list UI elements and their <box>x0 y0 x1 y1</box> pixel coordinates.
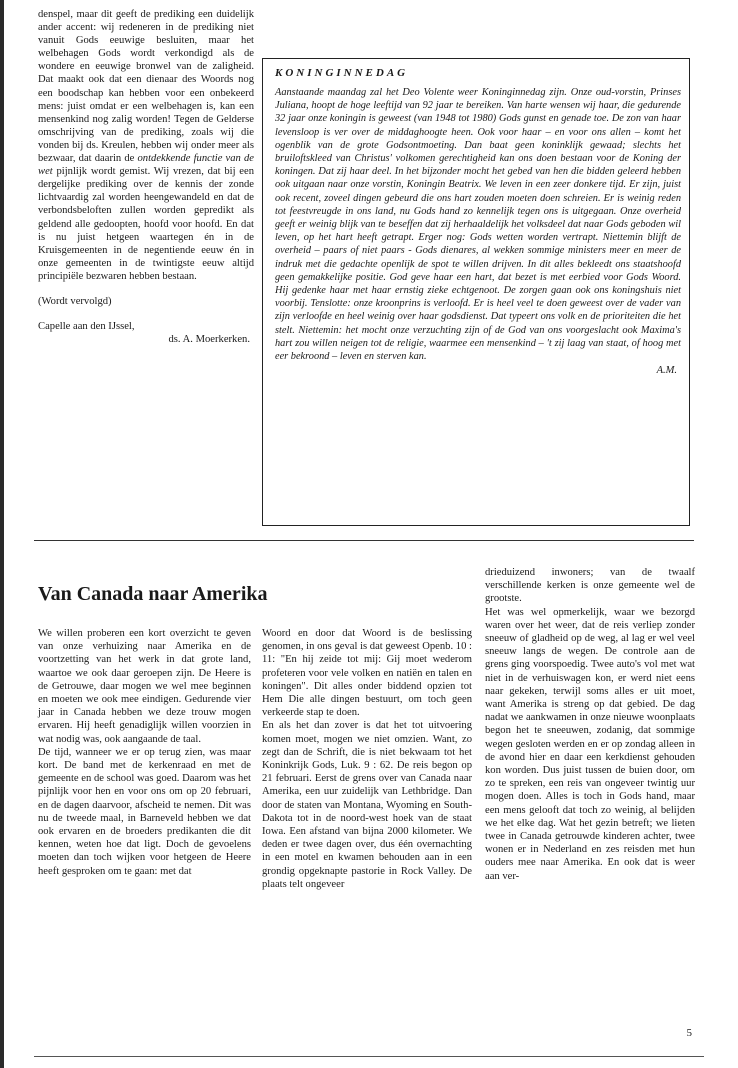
page-edge <box>0 0 4 1068</box>
article-column-2: Woord en door dat Woord is de beslissing genomen, in ons geval is dat geweest Openb. 10 : 11: "En hij zeide tot mij: Gij moet wederom profeteren voor vele volken en natiën en talen en koningen". Dit alles onder biddend opzien tot Hem Die alle dingen bestuurt, om toch geen verkeerde stap te doen. En als het dan zover is dat het tot uitvoering komen moet, mogen we niet omzien. Want, zo zegt dan de Schrift, die is niet bekwaam tot het Koninkrijk Gods, Luk. 9 : 62. De reis begon op 21 februari. Eerst de grens over van Canada naar Amerika, een uur zuidelijk van Lethbridge. Dan door de staten van Montana, Wyoming en South-Dakota tot in de noord-west hoek van de staat Iowa. Een afstand van bijna 2000 kilometer. We deden er twee dagen over, dus één overnachting in een motel en kwamen behouden aan in een grondig opgeknapte pastorie in Rock Valley. De plaats telt ongeveer <box>262 628 472 890</box>
article-column-3: drieduizend inwoners; van de twaalf verschillende kerken is onze gemeente wel de grootste. Het was wel opmerkelijk, waar we bezorgd waren over het weer, dat de reis verliep zonder sneeuw of gladheid op de weg, al lag er wel veel sneeuw langs de wegen. De controle aan de grens ging voorspoedig. Twee auto's vol met wat niet in de verhuiswagen kon, er werd niet eens naar gekeken, terwijl soms alles er uit moet, want Amerika is streng op dat gebied. De dag nadat we aankwamen in onze nieuwe woonplaats begon het te sneeuwen, zodanig, dat sommige wegen gesloten werden en er op zondag alleen in de avond hier en daar een kerkdienst gehouden kon worden. Dus juist tussen de buien door, om zo te spreken, een reis van ongeveer twintig uur mogen doen. Alles is toch in Gods hand, maar een mens gelooft dat toch zo weinig, al belijden we het elke dag. Wat het gezin betreft; we lieten twee in Canada getrouwde kinderen achter, twee wonen er in Nederland en zes reisden met hun ouders mee naar Amerika. En ook dat is weer aan ver- <box>485 567 695 882</box>
continued-article <box>38 8 254 346</box>
author-place: Capelle aan den IJssel, <box>38 321 135 333</box>
koninginnedag-box <box>262 58 690 526</box>
page-number: 5 <box>686 1027 692 1039</box>
to-be-continued: (Wordt vervolgd) <box>38 295 112 307</box>
box-title: KONINGINNEDAG <box>275 67 409 79</box>
author-name: ds. A. Moerkerken. <box>168 334 250 346</box>
bottom-rule <box>34 1056 704 1057</box>
box-body: Aanstaande maandag zal het Deo Volente weer Koninginnedag zijn. Onze oud-vorstin, Prinses Juliana, hoopt de hoge leeftijd van 92 jaar te bereiken. Van harte wensen wij haar, die gedurende 32 jaar onze koningin is geweest (van 1948 tot 1980) Gods gunst en genade toe. De zon van haar levensloop is ver over de middaghoogte heen. Ook voor haar – en voor ons allen – komt het ogenblik van de grote Godsontmoeting. Dan baat geen koninklijk gewaad; slechts het bruiloftskleed van Christus' volkomen gerechtigheid kan ons doen bestaan voor de Koning der koningen. Dat zij haar deel. In het bijzonder mocht het gebed van hen die bidden geleerd hebben ook uitgaan naar onze vorstin, Koningin Beatrix. We leven in een zeer donkere tijd. Er zijn, juist ook recent, zoveel dingen gebeurd die ons hart zouden moeten doen schreien. Er is weinig reden tot feestvreugde in ons land, nu Gods hand zo kennelijk tegen ons is uitgegaan. Onze overheid geeft er weinig blijk van te beseffen dat zij herhaaldelijk het volksdeel dat naar Gods geboden wil leven, op het hart heeft getrapt. Erger nog: Gods wetten worden vertrapt. Niettemin blijft de overheid – paars of niet paars - Gods dienares, al wekken sommige ministers meer en meer de indruk met die gedachte openlijk de spot te willen drijven. In dit alles bekleedt ons staatshoofd geen gemakkelijke positie. God geve haar een hart, dat bezet is met eerbied voor Gods Woord. Hij gedenke haar met haar ernstig zieke echtgenoot. De zorgen gaan ook ons koningshuis niet voorbij. Tenslotte: onze kroonprins is verloofd. Er is heel veel te doen geweest over de vader van zijn verloofde en heel weinig over haar godsdienst. Dat typeert ons volk en de prioriteiten die het stelt. Niettemin: het mocht onze verzuchting zijn of de God van ons voorgeslacht ook Maxima's hart zou willen neigen tot de religie, waarmee een mensenkind – 't zij laag van staat, of hoog met eer bekroond – leven en sterven kan. <box>275 87 681 363</box>
article-column-1: We willen proberen een kort overzicht te geven van onze verhuizing naar Amerika en de voortzetting van het werk in dat grote land, waartoe we ook daar geroepen zijn. De Heere is de Getrouwe, daar mogen we wel mee beginnen en moeten we ook mee eindigen. Gedurende vier jaar in Canada hebben we deze trouw mogen ervaren. Hij heeft genadiglijk willen voorzien in wat nodig was, ook aangaande de taal. De tijd, wanneer we er op terug zien, was maar kort. De band met de kerkenraad en met de gemeente en de school was goed. Daarom was het pijnlijk voor hen en voor ons om op 20 februari, en de dagen daarvoor, afscheid te nemen. Dit was nu de tweede maal, in Barneveld hebben we dat ook ervaren en de broeders predikanten die dit kennen, weten hoe dat ligt. Doch de gevoelens moeten dan toch wijken voor hetgeen de Heere heeft gesproken om te gaan: met dat <box>38 628 251 877</box>
section-divider <box>34 540 694 541</box>
continued-article-text: denspel, maar dit geeft de prediking een duidelijk ander accent: wij redeneren in de prediking niet vanuit Gods eeuwige besluiten, maar het welbehagen Gods wordt verkondigd als de wondere en eeuwige bronwel van de zaligheid. Dat maakt ook dat een dienaar des Woords nog een boodschap kan hebben voor een onbekeerd mens: juist omdat er een welbehagen is, kan een mensenkind nog zalig worden! Tegen de Gelderse omschrijving van de prediking, zoals wij die vonden bij ds. Kreulen, hebben wij onder meer als bezwaar, dat daarin de ontdekkende functie van de wet pijnlijk wordt gemist. Wij vrezen, dat bij een dergelijke prediking over de kennis der zonde lichtvaardig zal worden heengewandeld en dat de verbondsbeloften zullen worden gepredikt als geldend alle gedoopten, hoofd voor hoofd. En dat is nu juist hetgeen waartegen én in de Kruisgemeenten in de negentiende eeuw én in onze gemeenten in de twintigste eeuw altijd principiële bezwaren hebben bestaan. <box>38 9 254 282</box>
article-title: Van Canada naar Amerika <box>38 583 268 605</box>
box-signature: A.M. <box>656 365 677 377</box>
